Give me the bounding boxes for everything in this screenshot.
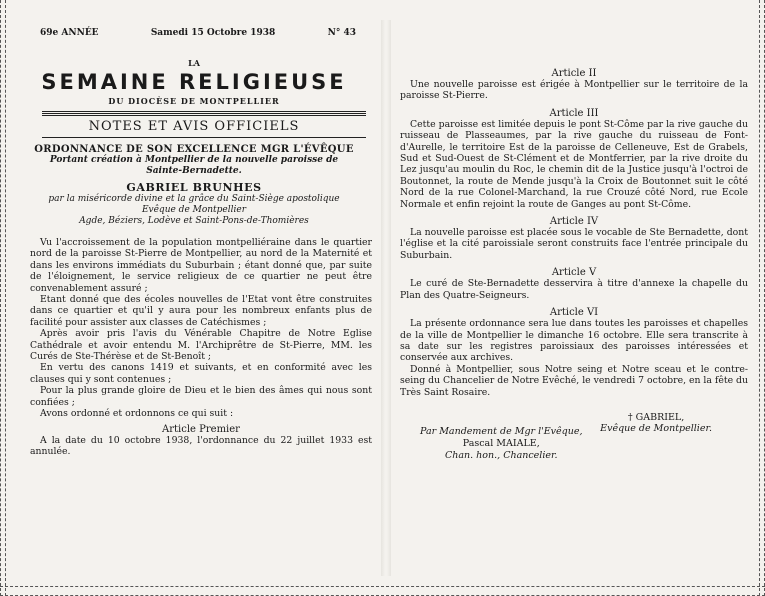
article-text: Une nouvelle paroisse est érigée à Montpellier sur le territoire de la paroisse St-Pierre. [400, 79, 748, 102]
left-page [12, 8, 376, 458]
article-text: A la date du 10 octobre 1938, l'ordonnance du 22 juillet 1933 est annulée. [30, 434, 372, 458]
masthead-article: LA [188, 58, 200, 68]
closing-paragraph: Donné à Montpellier, sous Notre seing et Notre sceau et le contre-seing du Chancelier de Notre Evêché, le vendredi 7 octobre, en la fête du Très Saint Rosaire. [400, 363, 748, 398]
issue-number: N° 43 [327, 28, 356, 38]
article-block [394, 216, 750, 261]
article-block [394, 68, 750, 102]
masthead-subtitle: DU DIOCÈSE DE MONTPELLIER [108, 96, 280, 106]
article-text: Le curé de Ste-Bernadette desservira à titre d'annexe la chapelle du Plan des Quatre-Seigneurs. [400, 278, 748, 301]
page-edge-right [759, 0, 765, 596]
ordinance-subtitle-line: Sainte-Bernadette. [146, 166, 242, 176]
bishop-name: GABRIEL BRUNHES [126, 181, 262, 194]
body-paragraph: Etant donné que des écoles nouvelles de l'Etat vont être construites dans ce quartier et qu'il y aura pour les nombreux enfants plus de facilité pour assister aux classes de Catéchismes ; [30, 294, 372, 328]
bishop-title-line: Agde, Béziers, Lodève et Saint-Pons-de-Thomières [79, 216, 309, 226]
article-block [394, 108, 750, 210]
page-edge-bottom [0, 586, 765, 596]
signature-block [394, 412, 750, 472]
chancellor-name: Pascal MAIALE, [462, 437, 540, 449]
bishop-title-line: Evêque de Montpellier [141, 205, 247, 215]
article-heading: Article VI [549, 307, 599, 319]
bishop-signature-name: † GABRIEL, [627, 411, 685, 423]
article-text: La nouvelle paroisse est placée sous le vocable de Ste Bernadette, dont l'église et la cité paroissiale seront construits face l'entrée principale du Suburbain. [400, 227, 748, 261]
issue-date: Samedi 15 Octobre 1938 [150, 28, 276, 38]
article-text: La présente ordonnance sera lue dans toutes les paroisses et chapelles de la ville de Montpellier le dimanche 16 octobre. Elle sera transcrite à sa date sur les registres paroissiaux des paroisses intéressées et conservée aux archives. [400, 318, 748, 364]
article-heading: Article V [551, 267, 597, 279]
body-paragraph: Avons ordonné et ordonnons ce qui suit : [40, 408, 234, 420]
section-title: NOTES ET AVIS OFFICIELS [88, 119, 300, 134]
article-block [394, 307, 750, 398]
book-gutter [381, 20, 391, 576]
article-heading: Article IV [549, 216, 599, 228]
body-paragraph: Vu l'accroissement de la population montpelliéraine dans le quartier nord de la paroisse St-Pierre de Montpellier, au nord de la Maternité et dans les environs immédiats du Suburbain ; étant donné que, par suite de l'éloignement, le service religieux de ce quartier ne peut être convenablement assuré ; [30, 237, 372, 294]
chancellor-title: Chan. hon., Chancelier. [444, 449, 558, 461]
ordinance-body [12, 237, 376, 458]
article-heading: Article II [551, 68, 597, 79]
running-head [12, 28, 376, 38]
ordinance-subtitle-line: Portant création à Montpellier de la nouvelle paroisse de [49, 155, 339, 165]
body-paragraph: Pour la plus grande gloire de Dieu et le bien des âmes qui nous sont confiées ; [30, 385, 372, 408]
year-label: 69e ANNÉE [40, 28, 99, 38]
chancellor-signature [420, 426, 583, 462]
article-block [394, 267, 750, 301]
page-edge-left [0, 0, 6, 596]
mandate-line: Par Mandement de Mgr l'Evêque, [420, 425, 583, 437]
article-heading: Article Premier [162, 423, 240, 435]
body-paragraph: En vertu des canons 1419 et suivants, et en conformité avec les clauses qui y sont contenues ; [30, 362, 372, 385]
masthead-rule [42, 111, 366, 116]
article-text: Cette paroisse est limitée depuis le pont St-Côme par la rive gauche du ruisseau de Plasseaumes, par la rive gauche du ruisseau de Font-d'Aurelle, le territoire Est de la paroisse de Celleneuve, Est de Grabels, Sud et Sud-Ouest de St-Clément et de Montferrier, par la rive droite du Lez jusqu'au moulin du Roc, le chemin dit de la Justice jusqu'à l'octroi de Boutonnet, la route de Mende jusqu'à la Croix de Boutonnet suit le côté Nord de la rue Colonel-Marchand, la rue Crouzé côté Nord, rue Ecole Normale et enfin rejoint la route de Ganges au pont St-Côme. [400, 118, 748, 210]
masthead-title: SEMAINE RELIGIEUSE [41, 70, 347, 94]
right-page [394, 8, 750, 472]
bishop-signature-title: Evêque de Montpellier. [600, 422, 712, 434]
bishop-signature [600, 412, 712, 434]
section-rule [42, 137, 366, 138]
bishop-title-line: par la miséricorde divine et la grâce du Saint-Siège apostolique [48, 194, 340, 204]
body-paragraph: Après avoir pris l'avis du Vénérable Chapitre de Notre Eglise Cathédrale et avoir entendu M. l'Archiprêtre de St-Pierre, MM. les Curés de Ste-Thérèse et de St-Benoît ; [30, 328, 372, 363]
article-heading: Article III [549, 107, 599, 119]
ordinance-title: ORDONNANCE DE SON EXCELLENCE MGR L'ÉVÊQUE [34, 144, 354, 155]
